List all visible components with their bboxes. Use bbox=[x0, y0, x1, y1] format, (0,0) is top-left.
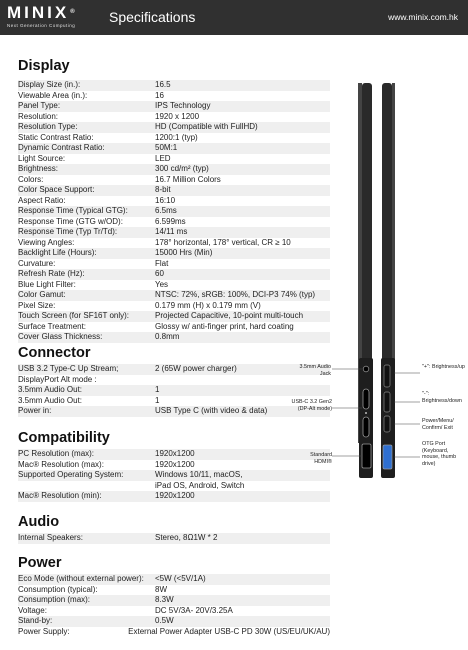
spec-value: 178° horizontal, 178° vertical, CR ≥ 10 bbox=[155, 237, 291, 247]
spec-value: External Power Adapter USB-C PD 30W (US/EU/UK/AU) bbox=[128, 626, 330, 636]
spec-value: 15000 Hrs (Min) bbox=[155, 248, 213, 257]
spec-value: 16.5 bbox=[155, 80, 171, 89]
spec-key: Static Contrast Ratio: bbox=[18, 132, 94, 142]
spec-value: iPad OS, Android, Switch bbox=[155, 480, 245, 490]
spec-key: Consumption (typical): bbox=[18, 584, 98, 594]
spec-key: Dynamic Contrast Ratio: bbox=[18, 143, 105, 152]
spec-key: Stand-by: bbox=[18, 616, 53, 625]
spec-key: Internal Speakers: bbox=[18, 533, 83, 542]
spec-value: 8W bbox=[155, 584, 167, 594]
spec-value: 14/11 ms bbox=[155, 227, 188, 236]
spec-value: LED bbox=[155, 153, 171, 163]
spec-value: 0.179 mm (H) x 0.179 mm (V) bbox=[155, 300, 261, 310]
power-button bbox=[384, 416, 390, 432]
spec-value: <5W (<5V/1A) bbox=[155, 574, 206, 583]
spec-key: Power Supply: bbox=[18, 626, 70, 636]
otg-port bbox=[383, 445, 392, 469]
section-title-connector: Connector bbox=[18, 345, 91, 361]
spec-key: Resolution: bbox=[18, 111, 59, 121]
spec-value: Glossy w/ anti-finger print, hard coating bbox=[155, 321, 294, 331]
label-otg: OTG Port (Keyboard, mouse, thumb drive) bbox=[422, 441, 457, 467]
leader-lines bbox=[332, 369, 420, 457]
spec-key: Touch Screen (for SF16T only): bbox=[18, 311, 130, 320]
spec-value: 1200:1 (typ) bbox=[155, 132, 198, 142]
spec-key: Voltage: bbox=[18, 605, 47, 615]
led-dot bbox=[365, 412, 367, 414]
spec-key: Consumption (max): bbox=[18, 595, 91, 604]
spec-key: Color Gamut: bbox=[18, 290, 66, 299]
spec-key: Response Time (Typ Tr/Td): bbox=[18, 227, 118, 236]
spec-key: Viewing Angles: bbox=[18, 237, 75, 247]
spec-value: HD (Compatible with FullHD) bbox=[155, 122, 258, 131]
plus-button bbox=[384, 365, 390, 387]
spec-value: 60 bbox=[155, 269, 164, 278]
spec-value: 1920x1200 bbox=[155, 491, 195, 500]
spec-value: Windows 10/11, macOS, bbox=[155, 470, 243, 479]
spec-key: PC Resolution (max): bbox=[18, 449, 95, 458]
spec-value: Yes bbox=[155, 279, 169, 289]
spec-value: 6.599ms bbox=[155, 216, 186, 226]
spec-key: Eco Mode (without external power): bbox=[18, 574, 144, 583]
tagline: Next Generation Computing bbox=[7, 23, 76, 28]
section-title-compatibility: Compatibility bbox=[18, 430, 110, 446]
spec-key: 3.5mm Audio Out: bbox=[18, 385, 83, 394]
spec-key: Color Space Support: bbox=[18, 185, 95, 194]
spec-key: Surface Treatment: bbox=[18, 321, 87, 331]
spec-value: 1 bbox=[155, 395, 160, 405]
header-bar bbox=[0, 0, 468, 35]
spec-key: Supported Operating System: bbox=[18, 470, 124, 479]
spec-value: 1 bbox=[155, 385, 160, 394]
spec-key: Curvature: bbox=[18, 258, 56, 268]
spec-key: Response Time (Typical GTG): bbox=[18, 206, 128, 215]
label-hdmi: Standard HDMI® bbox=[310, 452, 332, 465]
spec-value: USB Type C (with video & data) bbox=[155, 406, 268, 415]
spec-key: Viewable Area (in.): bbox=[18, 90, 88, 100]
spec-value: NTSC: 72%, sRGB: 100%, DCI-P3 74% (typ) bbox=[155, 290, 316, 299]
spec-value: 2 (65W power charger) bbox=[155, 364, 237, 373]
spec-value: 6.5ms bbox=[155, 206, 177, 215]
label-usbc: USB-C 3.2 Gen2 (DP-Alt mode) bbox=[291, 399, 332, 412]
spec-value: 1920 x 1200 bbox=[155, 111, 200, 121]
spec-value: 0.5W bbox=[155, 616, 174, 625]
spec-value: Flat bbox=[155, 258, 169, 268]
spec-value: 16:10 bbox=[155, 195, 176, 205]
usbc-port-1 bbox=[363, 389, 369, 409]
section-title-audio: Audio bbox=[18, 514, 60, 530]
spec-key: Colors: bbox=[18, 174, 44, 184]
page-title: Specifications bbox=[109, 9, 196, 25]
monitor-side-diagram bbox=[280, 75, 468, 645]
spec-value: 50M:1 bbox=[155, 143, 178, 152]
spec-key: 3.5mm Audio Out: bbox=[18, 395, 83, 405]
label-audio-jack: 3.5mm Audio Jack bbox=[299, 364, 331, 377]
section-title-power: Power bbox=[18, 555, 62, 571]
minix-logo: MINIX® bbox=[7, 3, 75, 22]
spec-value: 16.7 Million Colors bbox=[155, 174, 221, 184]
spec-value: 1920x1200 bbox=[155, 449, 195, 458]
spec-key: Panel Type: bbox=[18, 101, 61, 110]
label-power: Power/Menu/ Confirm/ Exit bbox=[422, 418, 454, 431]
label-plus: "+": Brightness/up bbox=[422, 364, 465, 370]
usbc-port-2 bbox=[363, 417, 369, 437]
spec-key bbox=[18, 481, 155, 492]
minus-button bbox=[384, 392, 390, 412]
spec-value: Stereo, 8Ω1W * 2 bbox=[155, 533, 218, 542]
spec-value: 0.8mm bbox=[155, 332, 180, 341]
spec-key: Refresh Rate (Hz): bbox=[18, 269, 85, 278]
audio-jack-port bbox=[363, 366, 369, 372]
spec-key: Light Source: bbox=[18, 153, 66, 163]
spec-value: DC 5V/3A- 20V/3.25A bbox=[155, 605, 233, 615]
spec-key: Mac® Resolution (min): bbox=[18, 491, 102, 500]
spec-key: Backlight Life (Hours): bbox=[18, 248, 97, 257]
spec-value: 1920x1200 bbox=[155, 459, 195, 469]
spec-key: Display Size (in.): bbox=[18, 80, 81, 89]
spec-value: 300 cd/m² (typ) bbox=[155, 164, 209, 173]
spec-key: Aspect Ratio: bbox=[18, 195, 66, 205]
spec-key: USB 3.2 Type-C Up Stream; bbox=[18, 364, 119, 373]
section-title-display: Display bbox=[18, 58, 70, 74]
spec-key: Brightness: bbox=[18, 164, 59, 173]
spec-value: 16 bbox=[155, 90, 164, 100]
spec-value: 8-bit bbox=[155, 185, 171, 194]
label-minus: "-": Brightness/down bbox=[422, 391, 462, 404]
hdmi-port bbox=[362, 444, 371, 468]
spec-value: Projected Capacitive, 10-point multi-touch bbox=[155, 311, 304, 320]
spec-key: Response Time (GTG w/OD): bbox=[18, 216, 123, 226]
spec-key: Pixel Size: bbox=[18, 300, 56, 310]
website-url[interactable]: www.minix.com.hk bbox=[388, 12, 458, 22]
spec-key: Mac® Resolution (max): bbox=[18, 459, 104, 469]
spec-key: Power in: bbox=[18, 406, 52, 415]
spec-value: IPS Technology bbox=[155, 101, 211, 110]
spec-key: Blue Light Filter: bbox=[18, 279, 76, 289]
spec-key: Resolution Type: bbox=[18, 122, 78, 131]
spec-key: Cover Glass Thickness: bbox=[18, 332, 103, 341]
spec-value: 8.3W bbox=[155, 595, 174, 604]
spec-key: DisplayPort Alt mode : bbox=[18, 374, 97, 384]
